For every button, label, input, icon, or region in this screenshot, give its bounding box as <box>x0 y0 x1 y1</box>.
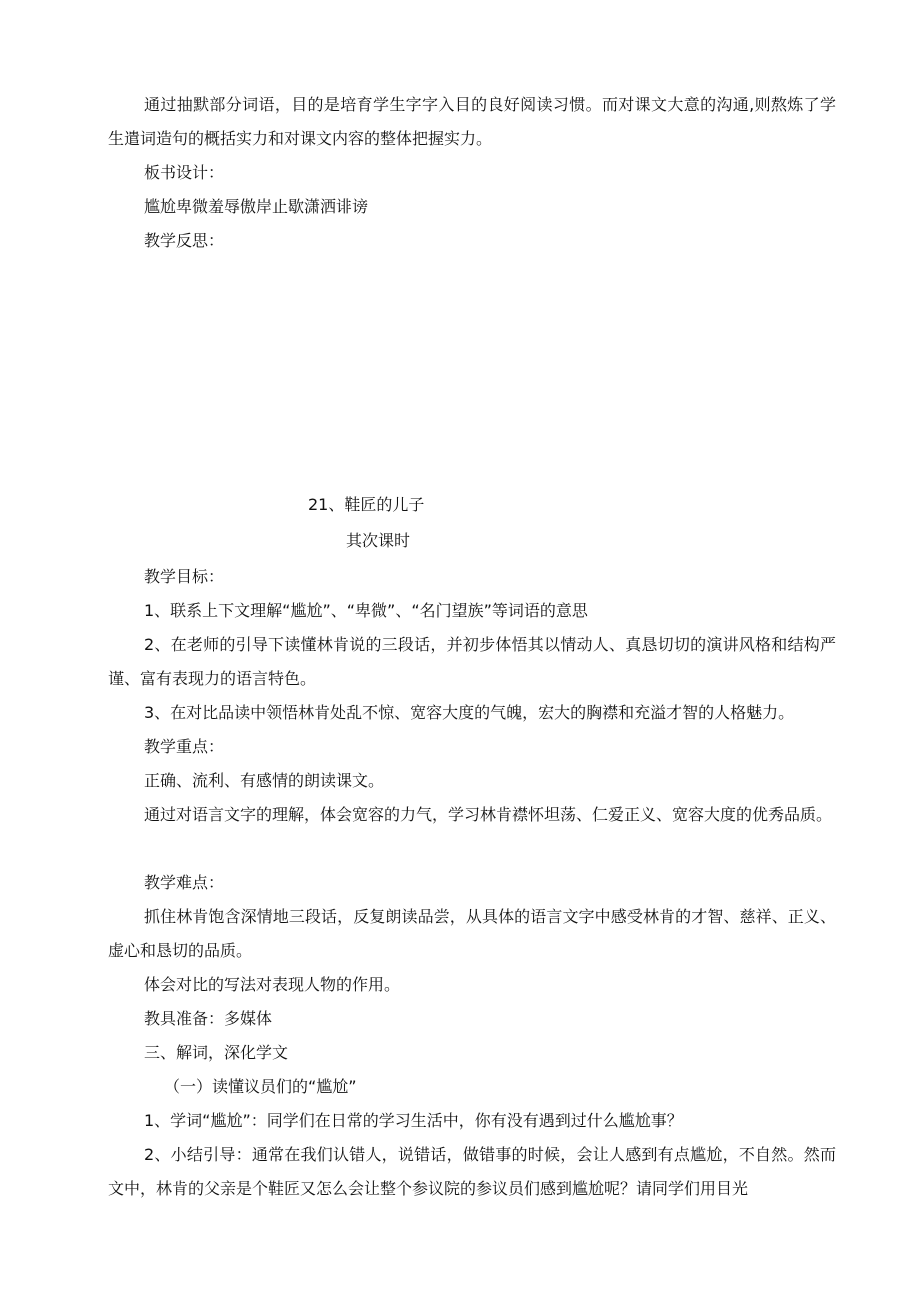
goal-item-2: 2、在老师的引导下读懂林肯说的三段话，并初步体悟其以情动人、真恳切切的演讲风格和结构严谨、富有表现力的语言特色。 <box>108 635 836 688</box>
difficulty-item-1: 抓住林肯饱含深情地三段话，反复朗读品尝，从具体的语言文字中感受林肯的才智、慈祥、正义、虚心和恳切的品质。 <box>108 907 836 960</box>
goal-item-1: 1、联系上下文理解“尴尬”、“卑微”、“名门望族”等词语的意思 <box>144 601 588 620</box>
teaching-difficulty-label: 教学难点： <box>144 873 225 892</box>
goal-item-3: 3、在对比品读中领悟林肯处乱不惊、宽容大度的气魄，宏大的胸襟和充溢才智的人格魅力。 <box>144 703 795 722</box>
lesson-subtitle: 其次课时 <box>346 531 411 550</box>
board-design-label: 板书设计： <box>144 163 225 182</box>
teaching-goals-label: 教学目标： <box>144 567 225 586</box>
focus-item-2: 通过对语言文字的理解，体会宽容的力气，学习林肯襟怀坦荡、仁爱正义、宽容大度的优秀品质。 <box>144 805 833 824</box>
focus-item-1: 正确、流利、有感情的朗读课文。 <box>144 771 385 790</box>
board-design-words: 尴尬卑微羞辱傲岸止歇潇洒诽谤 <box>144 197 369 216</box>
section-heading-3: 三、解词，深化学文 <box>144 1043 289 1062</box>
lesson-title: 21、鞋匠的儿子 <box>308 495 425 514</box>
paragraph-intro: 通过抽默部分词语，目的是培育学生字字入目的良好阅读习惯。而对课文大意的沟通,则熬炼了学生遣词造句的概括实力和对课文内容的整体把握实力。 <box>108 95 836 148</box>
teaching-focus-label: 教学重点： <box>144 737 225 756</box>
teaching-reflection-label: 教学反思： <box>144 231 225 250</box>
step-item-2: 2、小结引导：通常在我们认错人，说错话，做错事的时候，会让人感到有点尴尬，不自然。然而文中，林肯的父亲是个鞋匠又怎么会让整个参议院的参议员们感到尴尬呢？请同学们用目光 <box>108 1145 836 1198</box>
difficulty-item-2: 体会对比的写法对表现人物的作用。 <box>144 975 401 994</box>
teaching-tools: 教具准备：多媒体 <box>144 1009 273 1028</box>
subsection-heading-1: （一）读懂议员们的“尴尬” <box>164 1077 357 1096</box>
step-item-1: 1、学词“尴尬”：同学们在日常的学习生活中，你有没有遇到过什么尴尬事？ <box>144 1111 683 1130</box>
